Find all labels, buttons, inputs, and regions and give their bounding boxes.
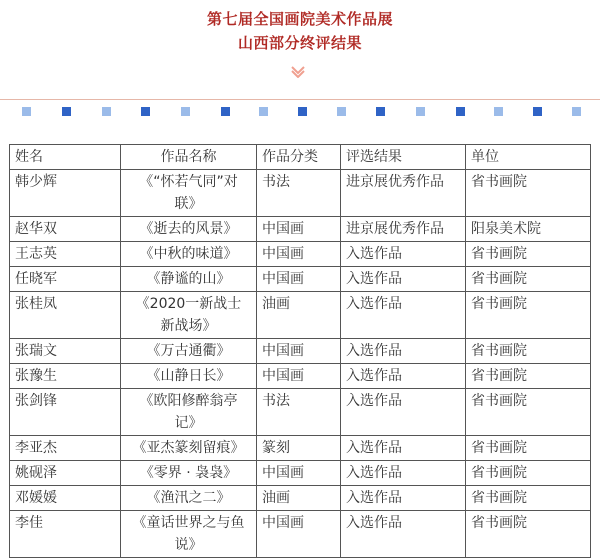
cell-work-title: 《童话世界之与鱼说》	[121, 511, 257, 558]
cell-category: 书法	[257, 170, 341, 217]
cell-name: 邓媛媛	[10, 486, 121, 511]
cell-name: 李亚杰	[10, 436, 121, 461]
chevron-down-icon	[291, 66, 305, 78]
decorative-square	[456, 107, 465, 116]
table-row	[10, 486, 591, 511]
header-name: 姓名	[10, 145, 121, 170]
decorative-square	[533, 107, 542, 116]
page-title: 第七届全国画院美术作品展	[206, 10, 393, 28]
cell-result: 入选作品	[341, 364, 466, 389]
results-table	[9, 144, 591, 558]
cell-work-title: 《欧阳修醉翁亭记》	[121, 389, 257, 436]
decorative-square	[181, 107, 190, 116]
decorative-square	[298, 107, 307, 116]
cell-category: 中国画	[257, 364, 341, 389]
decorative-square	[22, 107, 31, 116]
cell-category: 中国画	[257, 461, 341, 486]
table-row	[10, 242, 591, 267]
cell-name: 张桂凤	[10, 292, 121, 339]
table-row	[10, 364, 591, 389]
cell-result: 进京展优秀作品	[341, 170, 466, 217]
cell-result: 入选作品	[341, 511, 466, 558]
cell-name: 张剑锋	[10, 389, 121, 436]
decorative-square	[221, 107, 230, 116]
cell-name: 张豫生	[10, 364, 121, 389]
cell-work-title: 《山静日长》	[121, 364, 257, 389]
cell-work-title: 《2020一新战士新战场》	[121, 292, 257, 339]
cell-category: 中国画	[257, 339, 341, 364]
cell-work-title: 《渔汛之二》	[121, 486, 257, 511]
cell-name: 韩少辉	[10, 170, 121, 217]
header-work-title: 作品名称	[121, 145, 257, 170]
cell-name: 姚砚泽	[10, 461, 121, 486]
cell-unit: 省书画院	[466, 292, 591, 339]
cell-unit: 省书画院	[466, 436, 591, 461]
cell-unit: 省书画院	[466, 486, 591, 511]
cell-result: 入选作品	[341, 267, 466, 292]
cell-unit: 省书画院	[466, 339, 591, 364]
cell-name: 任晓军	[10, 267, 121, 292]
decorative-square	[416, 107, 425, 116]
cell-category: 中国画	[257, 511, 341, 558]
cell-name: 赵华双	[10, 217, 121, 242]
table-row	[10, 170, 591, 217]
cell-category: 中国画	[257, 267, 341, 292]
cell-result: 入选作品	[341, 436, 466, 461]
table-row	[10, 267, 591, 292]
cell-work-title: 《“怀若气同”对联》	[121, 170, 257, 217]
decorative-square	[494, 107, 503, 116]
cell-category: 油画	[257, 486, 341, 511]
cell-category: 中国画	[257, 217, 341, 242]
table-row	[10, 339, 591, 364]
table-row	[10, 292, 591, 339]
cell-work-title: 《中秋的味道》	[121, 242, 257, 267]
table-row	[10, 461, 591, 486]
decorative-square	[376, 107, 385, 116]
table-row	[10, 217, 591, 242]
cell-unit: 省书画院	[466, 242, 591, 267]
cell-unit: 省书画院	[466, 389, 591, 436]
cell-unit: 省书画院	[466, 511, 591, 558]
cell-work-title: 《逝去的风景》	[121, 217, 257, 242]
page-subtitle: 山西部分终评结果	[237, 34, 362, 52]
decorative-square	[259, 107, 268, 116]
cell-work-title: 《静谧的山》	[121, 267, 257, 292]
decorative-square	[572, 107, 581, 116]
decorative-square	[337, 107, 346, 116]
cell-unit: 阳泉美术院	[466, 217, 591, 242]
cell-work-title: 《亚杰篆刻留痕》	[121, 436, 257, 461]
header-result: 评选结果	[341, 145, 466, 170]
cell-category: 书法	[257, 389, 341, 436]
cell-unit: 省书画院	[466, 170, 591, 217]
table-header-row	[10, 145, 591, 170]
cell-unit: 省书画院	[466, 364, 591, 389]
cell-result: 入选作品	[341, 339, 466, 364]
table-row	[10, 389, 591, 436]
cell-result: 入选作品	[341, 292, 466, 339]
header-category: 作品分类	[257, 145, 341, 170]
cell-category: 篆刻	[257, 436, 341, 461]
decorative-square	[102, 107, 111, 116]
decorative-squares	[0, 107, 600, 117]
cell-result: 入选作品	[341, 486, 466, 511]
cell-name: 张瑞文	[10, 339, 121, 364]
table-row	[10, 511, 591, 558]
header-unit: 单位	[466, 145, 591, 170]
decorative-square	[62, 107, 71, 116]
cell-work-title: 《零界 · 袅袅》	[121, 461, 257, 486]
cell-work-title: 《万古通衢》	[121, 339, 257, 364]
table-row	[10, 436, 591, 461]
cell-unit: 省书画院	[466, 461, 591, 486]
cell-name: 王志英	[10, 242, 121, 267]
decorative-square	[141, 107, 150, 116]
cell-result: 入选作品	[341, 389, 466, 436]
cell-name: 李佳	[10, 511, 121, 558]
cell-result: 入选作品	[341, 461, 466, 486]
cell-result: 入选作品	[341, 242, 466, 267]
cell-category: 油画	[257, 292, 341, 339]
cell-result: 进京展优秀作品	[341, 217, 466, 242]
cell-category: 中国画	[257, 242, 341, 267]
divider-line	[0, 99, 600, 100]
cell-unit: 省书画院	[466, 267, 591, 292]
